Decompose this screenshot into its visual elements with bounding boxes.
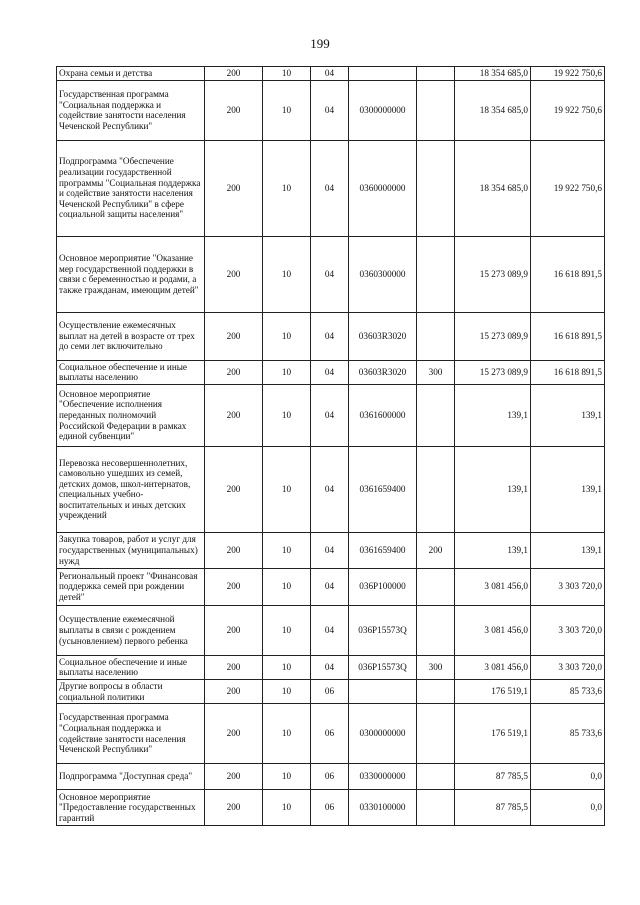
subsection-code: 04 [311,655,349,679]
table-row [57,605,605,655]
amount-year-1: 87 785,5 [455,764,531,790]
table-row [57,312,605,360]
amount-year-1: 3 081 456,0 [455,568,531,605]
section-code: 10 [263,80,311,140]
amount-year-1: 176 519,1 [455,704,531,764]
amount-year-2: 139,1 [531,384,605,446]
subsection-code: 04 [311,384,349,446]
expense-type-code [417,568,455,605]
subsection-code: 04 [311,236,349,312]
ministry-code: 200 [205,704,263,764]
expense-type-code: 200 [417,532,455,568]
expense-type-code [417,140,455,236]
target-article-code: 0360000000 [349,140,417,236]
amount-year-1: 139,1 [455,532,531,568]
expense-type-code [417,679,455,703]
table-row [57,655,605,679]
amount-year-1: 18 354 685,0 [455,140,531,236]
target-article-code: 0330100000 [349,790,417,826]
amount-year-1: 139,1 [455,446,531,532]
expense-type-code [417,384,455,446]
amount-year-2: 139,1 [531,446,605,532]
amount-year-2: 16 618 891,5 [531,312,605,360]
row-name: Социальное обеспечение и иные выплаты населению [57,655,205,679]
ministry-code: 200 [205,384,263,446]
amount-year-1: 176 519,1 [455,679,531,703]
target-article-code: 03603R3020 [349,360,417,384]
target-article-code: 0360300000 [349,236,417,312]
target-article-code [349,679,417,703]
ministry-code: 200 [205,360,263,384]
row-name: Основное мероприятие "Предоставление государственных гарантий [57,790,205,826]
section-code: 10 [263,568,311,605]
subsection-code: 04 [311,140,349,236]
ministry-code: 200 [205,764,263,790]
ministry-code: 200 [205,80,263,140]
amount-year-2: 19 922 750,6 [531,80,605,140]
ministry-code: 200 [205,568,263,605]
section-code: 10 [263,446,311,532]
budget-table [56,66,605,826]
section-code: 10 [263,312,311,360]
section-code: 10 [263,764,311,790]
row-name: Охрана семьи и детства [57,67,205,81]
subsection-code: 04 [311,67,349,81]
target-article-code: 03603R3020 [349,312,417,360]
subsection-code: 04 [311,605,349,655]
row-name: Подпрограмма "Доступная среда" [57,764,205,790]
table-row [57,790,605,826]
table-row [57,764,605,790]
subsection-code: 06 [311,764,349,790]
section-code: 10 [263,655,311,679]
expense-type-code [417,605,455,655]
amount-year-1: 3 081 456,0 [455,655,531,679]
expense-type-code [417,790,455,826]
target-article-code: 036P15573Q [349,655,417,679]
amount-year-1: 15 273 089,9 [455,312,531,360]
amount-year-2: 3 303 720,0 [531,568,605,605]
row-name: Государственная программа "Социальная поддержка и содействие занятости населения Чеченской Республики" [57,80,205,140]
row-name: Осуществление ежемесячной выплаты в связи с рождением (усыновлением) первого ребенка [57,605,205,655]
table-row [57,704,605,764]
target-article-code: 036P15573Q [349,605,417,655]
expense-type-code [417,236,455,312]
ministry-code: 200 [205,532,263,568]
target-article-code [349,67,417,81]
section-code: 10 [263,67,311,81]
amount-year-1: 3 081 456,0 [455,605,531,655]
row-name: Перевозка несовершеннолетних, самовольно ушедших из семей, детских домов, школ-интернатов, специальных учебно-воспитательных и иных детских учреждений [57,446,205,532]
expense-type-code: 300 [417,360,455,384]
target-article-code: 0300000000 [349,80,417,140]
table-row [57,80,605,140]
section-code: 10 [263,605,311,655]
amount-year-1: 87 785,5 [455,790,531,826]
row-name: Основное мероприятие "Обеспечение исполнения переданных полномочий Российской Федерации в рамках единой субвенции" [57,384,205,446]
table-row [57,568,605,605]
target-article-code: 0361659400 [349,532,417,568]
subsection-code: 06 [311,679,349,703]
expense-type-code [417,704,455,764]
amount-year-1: 15 273 089,9 [455,236,531,312]
subsection-code: 06 [311,704,349,764]
section-code: 10 [263,532,311,568]
table-row [57,384,605,446]
table-row [57,140,605,236]
expense-type-code [417,764,455,790]
section-code: 10 [263,140,311,236]
subsection-code: 06 [311,790,349,826]
table-row [57,360,605,384]
amount-year-1: 15 273 089,9 [455,360,531,384]
target-article-code: 0361600000 [349,384,417,446]
row-name: Государственная программа "Социальная поддержка и содействие занятости населения Чеченской Республики" [57,704,205,764]
ministry-code: 200 [205,605,263,655]
row-name: Региональный проект "Финансовая поддержка семей при рождении детей" [57,568,205,605]
expense-type-code [417,446,455,532]
row-name: Основное мероприятие "Оказание мер государственной поддержки в связи с беременностью и родами, а также гражданам, имеющим детей" [57,236,205,312]
amount-year-2: 85 733,6 [531,704,605,764]
amount-year-1: 18 354 685,0 [455,80,531,140]
table-row [57,679,605,703]
row-name: Подпрограмма "Обеспечение реализации государственной программы "Социальная поддержка и содействие занятости населения Чеченской Республики" в сфере социальной защиты населения" [57,140,205,236]
amount-year-2: 0,0 [531,790,605,826]
ministry-code: 200 [205,140,263,236]
subsection-code: 04 [311,532,349,568]
target-article-code: 036P100000 [349,568,417,605]
amount-year-2: 3 303 720,0 [531,655,605,679]
target-article-code: 0330000000 [349,764,417,790]
subsection-code: 04 [311,80,349,140]
ministry-code: 200 [205,236,263,312]
expense-type-code [417,312,455,360]
expense-type-code [417,67,455,81]
subsection-code: 04 [311,312,349,360]
ministry-code: 200 [205,67,263,81]
row-name: Другие вопросы в области социальной политики [57,679,205,703]
subsection-code: 04 [311,568,349,605]
row-name: Осуществление ежемесячных выплат на детей в возрасте от трех до семи лет включительно [57,312,205,360]
section-code: 10 [263,384,311,446]
table-row [57,446,605,532]
amount-year-2: 0,0 [531,764,605,790]
section-code: 10 [263,704,311,764]
expense-type-code [417,80,455,140]
section-code: 10 [263,236,311,312]
section-code: 10 [263,679,311,703]
amount-year-2: 19 922 750,6 [531,140,605,236]
amount-year-2: 3 303 720,0 [531,605,605,655]
row-name: Закупка товаров, работ и услуг для государственных (муниципальных) нужд [57,532,205,568]
amount-year-2: 16 618 891,5 [531,360,605,384]
page-number: 199 [310,36,330,51]
amount-year-2: 16 618 891,5 [531,236,605,312]
amount-year-2: 19 922 750,6 [531,67,605,81]
target-article-code: 0300000000 [349,704,417,764]
ministry-code: 200 [205,679,263,703]
section-code: 10 [263,790,311,826]
table-row [57,532,605,568]
amount-year-1: 18 354 685,0 [455,67,531,81]
ministry-code: 200 [205,446,263,532]
ministry-code: 200 [205,790,263,826]
amount-year-2: 85 733,6 [531,679,605,703]
amount-year-2: 139,1 [531,532,605,568]
ministry-code: 200 [205,312,263,360]
expense-type-code: 300 [417,655,455,679]
target-article-code: 0361659400 [349,446,417,532]
table-row [57,67,605,81]
ministry-code: 200 [205,655,263,679]
table-row [57,236,605,312]
amount-year-1: 139,1 [455,384,531,446]
section-code: 10 [263,360,311,384]
subsection-code: 04 [311,446,349,532]
row-name: Социальное обеспечение и иные выплаты населению [57,360,205,384]
subsection-code: 04 [311,360,349,384]
